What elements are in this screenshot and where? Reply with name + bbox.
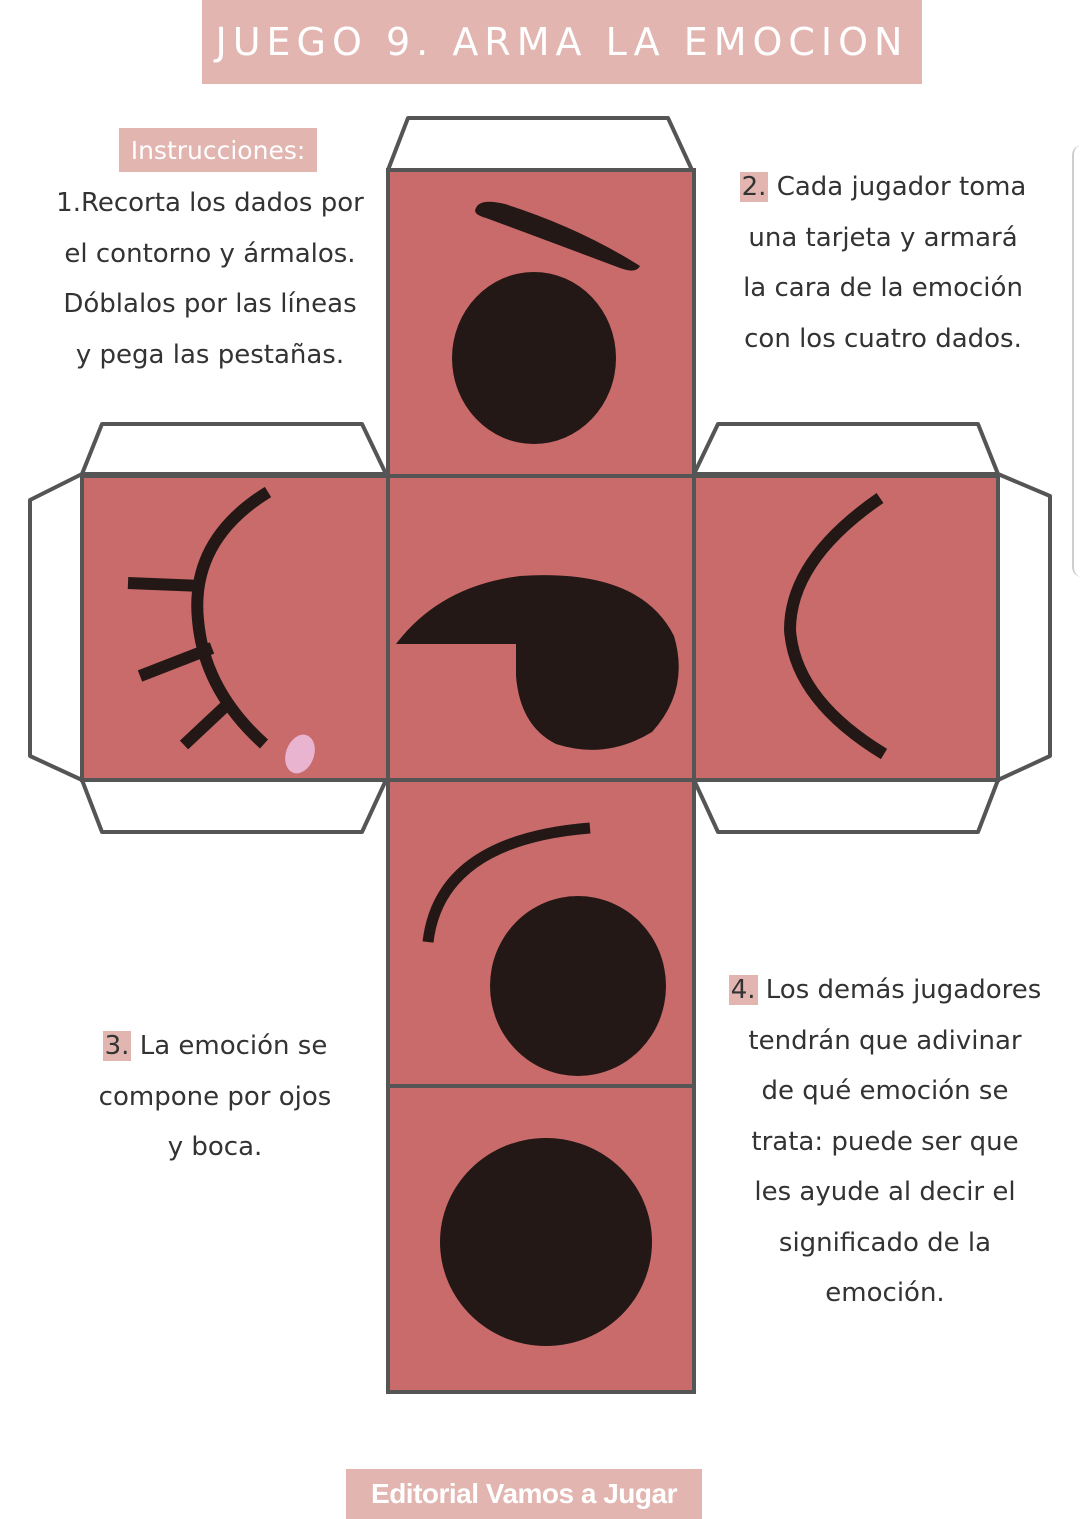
step-4-line: tendrán que adivinar (748, 1025, 1022, 1056)
step-3-text (80, 1021, 350, 1173)
tab-right-bottom (694, 780, 998, 832)
step-4-line: les ayude al decir el (754, 1177, 1016, 1207)
step-4-line: trata: puede ser que (751, 1126, 1019, 1157)
step-4-line: de qué emoción se (761, 1076, 1009, 1106)
page-edge-mark (1072, 145, 1080, 577)
step-1-line: 1.Recorta los dados por (56, 188, 364, 218)
round-eye-icon (440, 1138, 652, 1346)
step-3-line: compone por ojos (98, 1081, 332, 1112)
step-2-line: una tarjeta y armará (748, 222, 1018, 253)
step-1-line: y pega las pestañas. (75, 339, 345, 370)
tab-left-outer (30, 474, 82, 780)
step-2-line: la cara de la emoción (743, 273, 1023, 303)
title-banner (202, 0, 922, 84)
step-4-line: emoción. (825, 1278, 945, 1308)
step-3-line: y boca. (167, 1132, 263, 1162)
step-4-text (718, 965, 1052, 1319)
step-2-line: con los cuatro dados. (744, 323, 1022, 354)
step-2-line: Cada jugador toma (768, 172, 1027, 202)
page-title: JUEGO 9. ARMA LA EMOCION (215, 20, 909, 64)
tab-left-top (82, 424, 386, 474)
tab-top (388, 118, 692, 170)
step-1-text (50, 178, 370, 380)
step-4-line: significado de la (778, 1227, 992, 1258)
publisher-footer: Editorial Vamos a Jugar (346, 1469, 702, 1519)
tab-right-top (694, 424, 998, 474)
step-1-line: el contorno y ármalos. (64, 238, 356, 269)
step-4-line: Los demás jugadores (757, 975, 1042, 1005)
step-2-number: 2. (741, 172, 767, 202)
step-3-number: 3. (104, 1031, 130, 1061)
tab-left-bottom (82, 780, 386, 832)
instructions-label: Instrucciones: (119, 128, 317, 172)
step-1-line: Dóblalos por las líneas (63, 289, 357, 319)
step-2-text (728, 162, 1038, 364)
step-3-line: La emoción se (131, 1031, 328, 1061)
tab-right-outer (998, 474, 1050, 780)
step-4-number: 4. (730, 975, 756, 1005)
